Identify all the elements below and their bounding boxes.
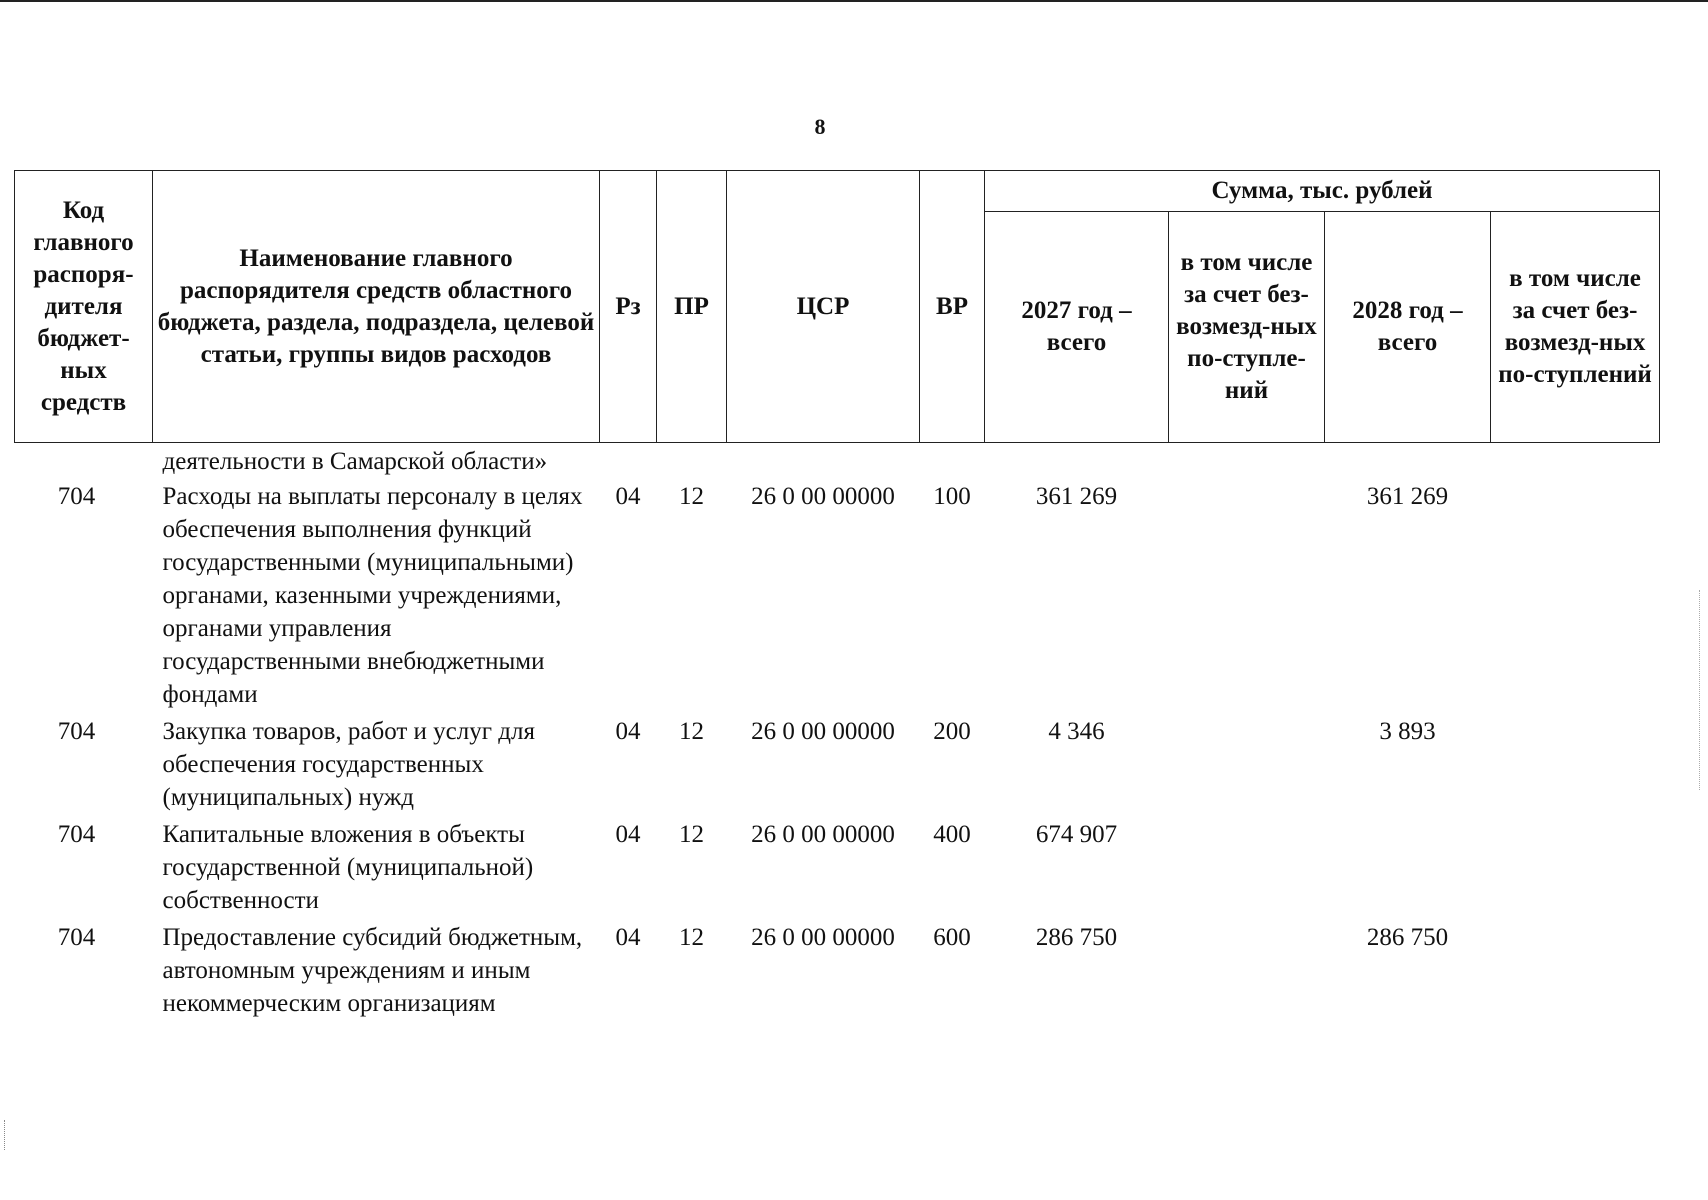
budget-table: [14, 170, 1660, 1022]
cell-2027-total: 674 907: [1035, 821, 1118, 848]
header-name: Наименование главного распорядителя средств областного бюджета, раздела, подраздела, целевой статьи, группы видов расходов: [153, 171, 600, 443]
cell-code: 704: [57, 821, 96, 848]
table-row: [15, 478, 1660, 713]
cell-rz: 04: [615, 718, 641, 745]
header-2028-grants: в том числе за счет без-возмезд-ных по-ступлений: [1491, 212, 1660, 443]
cell-2028-grants: [1491, 478, 1660, 713]
cell-code: 704: [57, 924, 96, 951]
header-row-top: [15, 171, 1660, 212]
cell-2027-grants: [1169, 478, 1325, 713]
cell-pr: 12: [679, 483, 704, 510]
cell-2028-grants: [1491, 919, 1660, 1022]
cell-rz: 04: [615, 483, 641, 510]
cell-vr: 200: [933, 718, 971, 745]
header-rz: Рз: [600, 171, 657, 443]
scan-artifact-right: [1699, 590, 1702, 790]
cell-code: 704: [57, 483, 96, 510]
cell-name: Предоставление субсидий бюджетным, автономным учреждениям и иным некоммерческим организациям: [162, 924, 583, 1017]
cell-pr: 12: [679, 924, 704, 951]
cell-vr: 100: [933, 483, 971, 510]
cell-2028-total: 3 893: [1379, 718, 1436, 745]
cell-vr: 600: [933, 924, 971, 951]
top-border-line: [0, 0, 1708, 2]
cell-2028-grants: [1491, 816, 1660, 919]
cell-2028-grants: [1491, 713, 1660, 816]
cell-name: Закупка товаров, работ и услуг для обеспечения государственных (муниципальных) нужд: [162, 718, 535, 811]
cell-pr: 12: [679, 718, 704, 745]
header-vr: ВР: [920, 171, 985, 443]
header-2027-grants: в том числе за счет без-возмезд-ных по-ступле-ний: [1169, 212, 1325, 443]
continuation-text: деятельности в Самарской области»: [162, 448, 548, 475]
cell-pr: 12: [679, 821, 704, 848]
cell-2027-total: 286 750: [1035, 924, 1118, 951]
cell-name: Расходы на выплаты персоналу в целях обеспечения выполнения функций государственными (муниципальными) органами, казенными учреждениями, органами управления государственными внебюджетными фондами: [162, 483, 583, 708]
cell-code: 704: [57, 718, 96, 745]
cell-name: Капитальные вложения в объекты государственной (муниципальной) собственности: [162, 821, 534, 914]
cell-csr: 26 0 00 00000: [751, 483, 895, 510]
cell-2027-total: 4 346: [1048, 718, 1105, 745]
header-2028-total: 2028 год – всего: [1325, 212, 1491, 443]
scan-artifact-left: [4, 1120, 8, 1150]
header-2027-total: 2027 год – всего: [985, 212, 1169, 443]
cell-2028-total: 286 750: [1366, 924, 1449, 951]
cell-csr: 26 0 00 00000: [751, 718, 895, 745]
cell-csr: 26 0 00 00000: [751, 924, 895, 951]
continuation-row: [15, 443, 1660, 479]
cell-vr: 400: [933, 821, 971, 848]
page-number: 8: [814, 114, 826, 139]
header-sum-group: Сумма, тыс. рублей: [985, 171, 1660, 212]
header-code: Код главного распоря-дителя бюджет-ных средств: [15, 171, 153, 443]
table-row: [15, 816, 1660, 919]
cell-2027-grants: [1169, 919, 1325, 1022]
header-pr: ПР: [657, 171, 727, 443]
cell-csr: 26 0 00 00000: [751, 821, 895, 848]
cell-rz: 04: [615, 924, 641, 951]
header-csr: ЦСР: [727, 171, 920, 443]
cell-rz: 04: [615, 821, 641, 848]
cell-2028-total: 361 269: [1366, 483, 1449, 510]
cell-2028-total: [1325, 816, 1491, 919]
table-row: [15, 919, 1660, 1022]
cell-2027-grants: [1169, 816, 1325, 919]
cell-2027-grants: [1169, 713, 1325, 816]
table-row: [15, 713, 1660, 816]
cell-2027-total: 361 269: [1035, 483, 1118, 510]
